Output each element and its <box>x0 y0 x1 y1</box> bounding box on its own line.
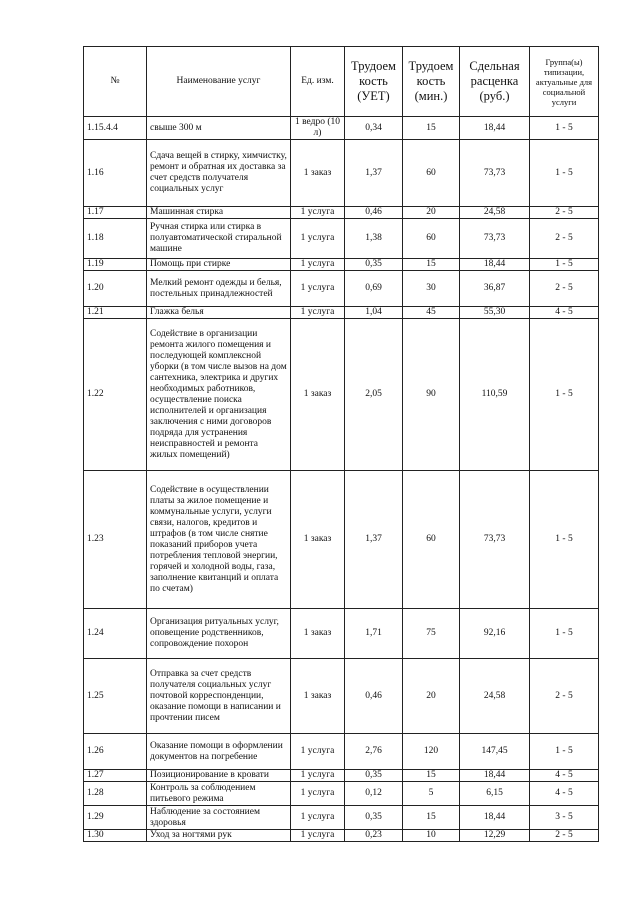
row-service-name: Глажка белья <box>147 307 291 319</box>
row-labor-minutes: 20 <box>403 659 460 734</box>
header-labor-uet: Трудоем кость (УЕТ) <box>345 47 403 117</box>
row-number: 1.25 <box>84 659 147 734</box>
row-service-name: Содействие в организации ремонта жилого помещения и последующей комплексной уборки (в том числе вызов на дом сантехника, электрика и других необходимых работников, осуществление поиска исполнителей и организация заключения с ними договоров подряда для устранения неисправностей и ремонта жилых помещений) <box>147 319 291 471</box>
row-labor-uet: 0,35 <box>345 259 403 271</box>
row-labor-minutes: 10 <box>403 830 460 842</box>
row-piece-rate: 6,15 <box>460 782 530 806</box>
row-piece-rate: 18,44 <box>460 117 530 140</box>
row-number: 1.21 <box>84 307 147 319</box>
row-unit: 1 заказ <box>291 471 345 609</box>
table-row <box>84 806 599 830</box>
row-service-name: Помощь при стирке <box>147 259 291 271</box>
row-type-groups: 4 - 5 <box>530 770 599 782</box>
row-piece-rate: 110,59 <box>460 319 530 471</box>
row-service-name: Отправка за счет средств получателя социальных услуг почтовой корреспонденции, оказание помощи в написании и прочтении писем <box>147 659 291 734</box>
row-service-name: Позиционирование в кровати <box>147 770 291 782</box>
row-service-name: Уход за ногтями рук <box>147 830 291 842</box>
table-row <box>84 307 599 319</box>
row-labor-uet: 0,46 <box>345 659 403 734</box>
row-piece-rate: 18,44 <box>460 770 530 782</box>
row-service-name: Оказание помощи в оформлении документов на погребение <box>147 734 291 770</box>
table-row <box>84 219 599 259</box>
row-labor-uet: 0,34 <box>345 117 403 140</box>
row-labor-minutes: 20 <box>403 207 460 219</box>
table-row <box>84 140 599 207</box>
row-unit: 1 заказ <box>291 319 345 471</box>
row-service-name: Мелкий ремонт одежды и белья, постельных принадлежностей <box>147 271 291 307</box>
row-service-name: свыше 300 м <box>147 117 291 140</box>
row-type-groups: 4 - 5 <box>530 307 599 319</box>
row-labor-minutes: 60 <box>403 219 460 259</box>
row-type-groups: 1 - 5 <box>530 259 599 271</box>
row-type-groups: 2 - 5 <box>530 219 599 259</box>
row-unit: 1 услуга <box>291 207 345 219</box>
header-labor-minutes: Трудоем кость (мин.) <box>403 47 460 117</box>
row-unit: 1 заказ <box>291 609 345 659</box>
row-service-name: Машинная стирка <box>147 207 291 219</box>
row-unit: 1 ведро (10 л) <box>291 117 345 140</box>
row-labor-uet: 0,23 <box>345 830 403 842</box>
row-piece-rate: 73,73 <box>460 140 530 207</box>
row-labor-minutes: 15 <box>403 259 460 271</box>
row-unit: 1 услуга <box>291 271 345 307</box>
table-row <box>84 770 599 782</box>
row-service-name: Содействие в осуществлении платы за жилое помещение и коммунальные услуги, услуги связи, налогов, кредитов и штрафов (в том числе снятие показаний приборов учета потребления тепловой энергии, горячей и холодной воды, газа, заполнение квитанций и оплата по счетам) <box>147 471 291 609</box>
row-type-groups: 1 - 5 <box>530 117 599 140</box>
row-labor-minutes: 120 <box>403 734 460 770</box>
row-number: 1.27 <box>84 770 147 782</box>
table-row <box>84 471 599 609</box>
row-type-groups: 1 - 5 <box>530 609 599 659</box>
row-number: 1.15.4.4 <box>84 117 147 140</box>
row-type-groups: 1 - 5 <box>530 734 599 770</box>
row-service-name: Ручная стирка или стирка в полуавтоматической стиральной машине <box>147 219 291 259</box>
row-number: 1.30 <box>84 830 147 842</box>
row-labor-minutes: 15 <box>403 117 460 140</box>
table-row <box>84 207 599 219</box>
header-service-name: Наименование услуг <box>147 47 291 117</box>
row-unit: 1 услуга <box>291 219 345 259</box>
row-labor-uet: 0,46 <box>345 207 403 219</box>
row-labor-minutes: 15 <box>403 770 460 782</box>
row-service-name: Организация ритуальных услуг, оповещение родственников, сопровождение похорон <box>147 609 291 659</box>
row-type-groups: 1 - 5 <box>530 140 599 207</box>
row-piece-rate: 55,30 <box>460 307 530 319</box>
row-labor-minutes: 60 <box>403 140 460 207</box>
row-number: 1.17 <box>84 207 147 219</box>
row-unit: 1 услуга <box>291 830 345 842</box>
row-labor-minutes: 30 <box>403 271 460 307</box>
row-number: 1.22 <box>84 319 147 471</box>
table-row <box>84 782 599 806</box>
row-labor-uet: 1,04 <box>345 307 403 319</box>
row-number: 1.19 <box>84 259 147 271</box>
row-unit: 1 услуга <box>291 770 345 782</box>
row-type-groups: 1 - 5 <box>530 471 599 609</box>
row-labor-uet: 2,76 <box>345 734 403 770</box>
row-labor-minutes: 60 <box>403 471 460 609</box>
row-piece-rate: 73,73 <box>460 471 530 609</box>
row-labor-minutes: 90 <box>403 319 460 471</box>
row-number: 1.16 <box>84 140 147 207</box>
row-piece-rate: 92,16 <box>460 609 530 659</box>
services-table <box>83 46 599 842</box>
row-labor-minutes: 45 <box>403 307 460 319</box>
row-labor-uet: 1,71 <box>345 609 403 659</box>
row-number: 1.24 <box>84 609 147 659</box>
header-row <box>84 47 599 117</box>
row-piece-rate: 24,58 <box>460 207 530 219</box>
table-row <box>84 734 599 770</box>
row-labor-uet: 1,37 <box>345 140 403 207</box>
row-unit: 1 услуга <box>291 259 345 271</box>
table-row <box>84 117 599 140</box>
row-type-groups: 1 - 5 <box>530 319 599 471</box>
table-row <box>84 319 599 471</box>
header-piece-rate: Сдельная расценка (руб.) <box>460 47 530 117</box>
row-piece-rate: 18,44 <box>460 259 530 271</box>
row-labor-uet: 1,37 <box>345 471 403 609</box>
row-type-groups: 2 - 5 <box>530 659 599 734</box>
row-number: 1.20 <box>84 271 147 307</box>
row-service-name: Наблюдение за состоянием здоровья <box>147 806 291 830</box>
row-unit: 1 услуга <box>291 307 345 319</box>
row-piece-rate: 12,29 <box>460 830 530 842</box>
row-number: 1.26 <box>84 734 147 770</box>
row-piece-rate: 18,44 <box>460 806 530 830</box>
table-row <box>84 259 599 271</box>
row-service-name: Сдача вещей в стирку, химчистку, ремонт и обратная их доставка за счет средств получателя социальных услуг <box>147 140 291 207</box>
row-labor-minutes: 75 <box>403 609 460 659</box>
row-type-groups: 3 - 5 <box>530 806 599 830</box>
row-number: 1.23 <box>84 471 147 609</box>
row-labor-uet: 0,35 <box>345 770 403 782</box>
row-type-groups: 2 - 5 <box>530 207 599 219</box>
header-number: № <box>84 47 147 117</box>
row-type-groups: 4 - 5 <box>530 782 599 806</box>
row-unit: 1 услуга <box>291 734 345 770</box>
row-labor-uet: 0,12 <box>345 782 403 806</box>
row-service-name: Контроль за соблюдением питьевого режима <box>147 782 291 806</box>
table-row <box>84 830 599 842</box>
table-row <box>84 271 599 307</box>
row-number: 1.18 <box>84 219 147 259</box>
row-piece-rate: 24,58 <box>460 659 530 734</box>
row-unit: 1 услуга <box>291 782 345 806</box>
row-piece-rate: 73,73 <box>460 219 530 259</box>
row-type-groups: 2 - 5 <box>530 271 599 307</box>
table-row <box>84 659 599 734</box>
row-unit: 1 заказ <box>291 659 345 734</box>
row-labor-minutes: 5 <box>403 782 460 806</box>
header-unit: Ед. изм. <box>291 47 345 117</box>
row-piece-rate: 147,45 <box>460 734 530 770</box>
header-type-groups: Группа(ы) типизации, актуальные для социальной услуги <box>530 47 599 117</box>
row-labor-uet: 0,69 <box>345 271 403 307</box>
row-labor-uet: 2,05 <box>345 319 403 471</box>
row-unit: 1 услуга <box>291 806 345 830</box>
row-unit: 1 заказ <box>291 140 345 207</box>
row-piece-rate: 36,87 <box>460 271 530 307</box>
row-number: 1.29 <box>84 806 147 830</box>
row-type-groups: 2 - 5 <box>530 830 599 842</box>
row-labor-uet: 1,38 <box>345 219 403 259</box>
row-labor-minutes: 15 <box>403 806 460 830</box>
row-labor-uet: 0,35 <box>345 806 403 830</box>
table-row <box>84 609 599 659</box>
row-number: 1.28 <box>84 782 147 806</box>
